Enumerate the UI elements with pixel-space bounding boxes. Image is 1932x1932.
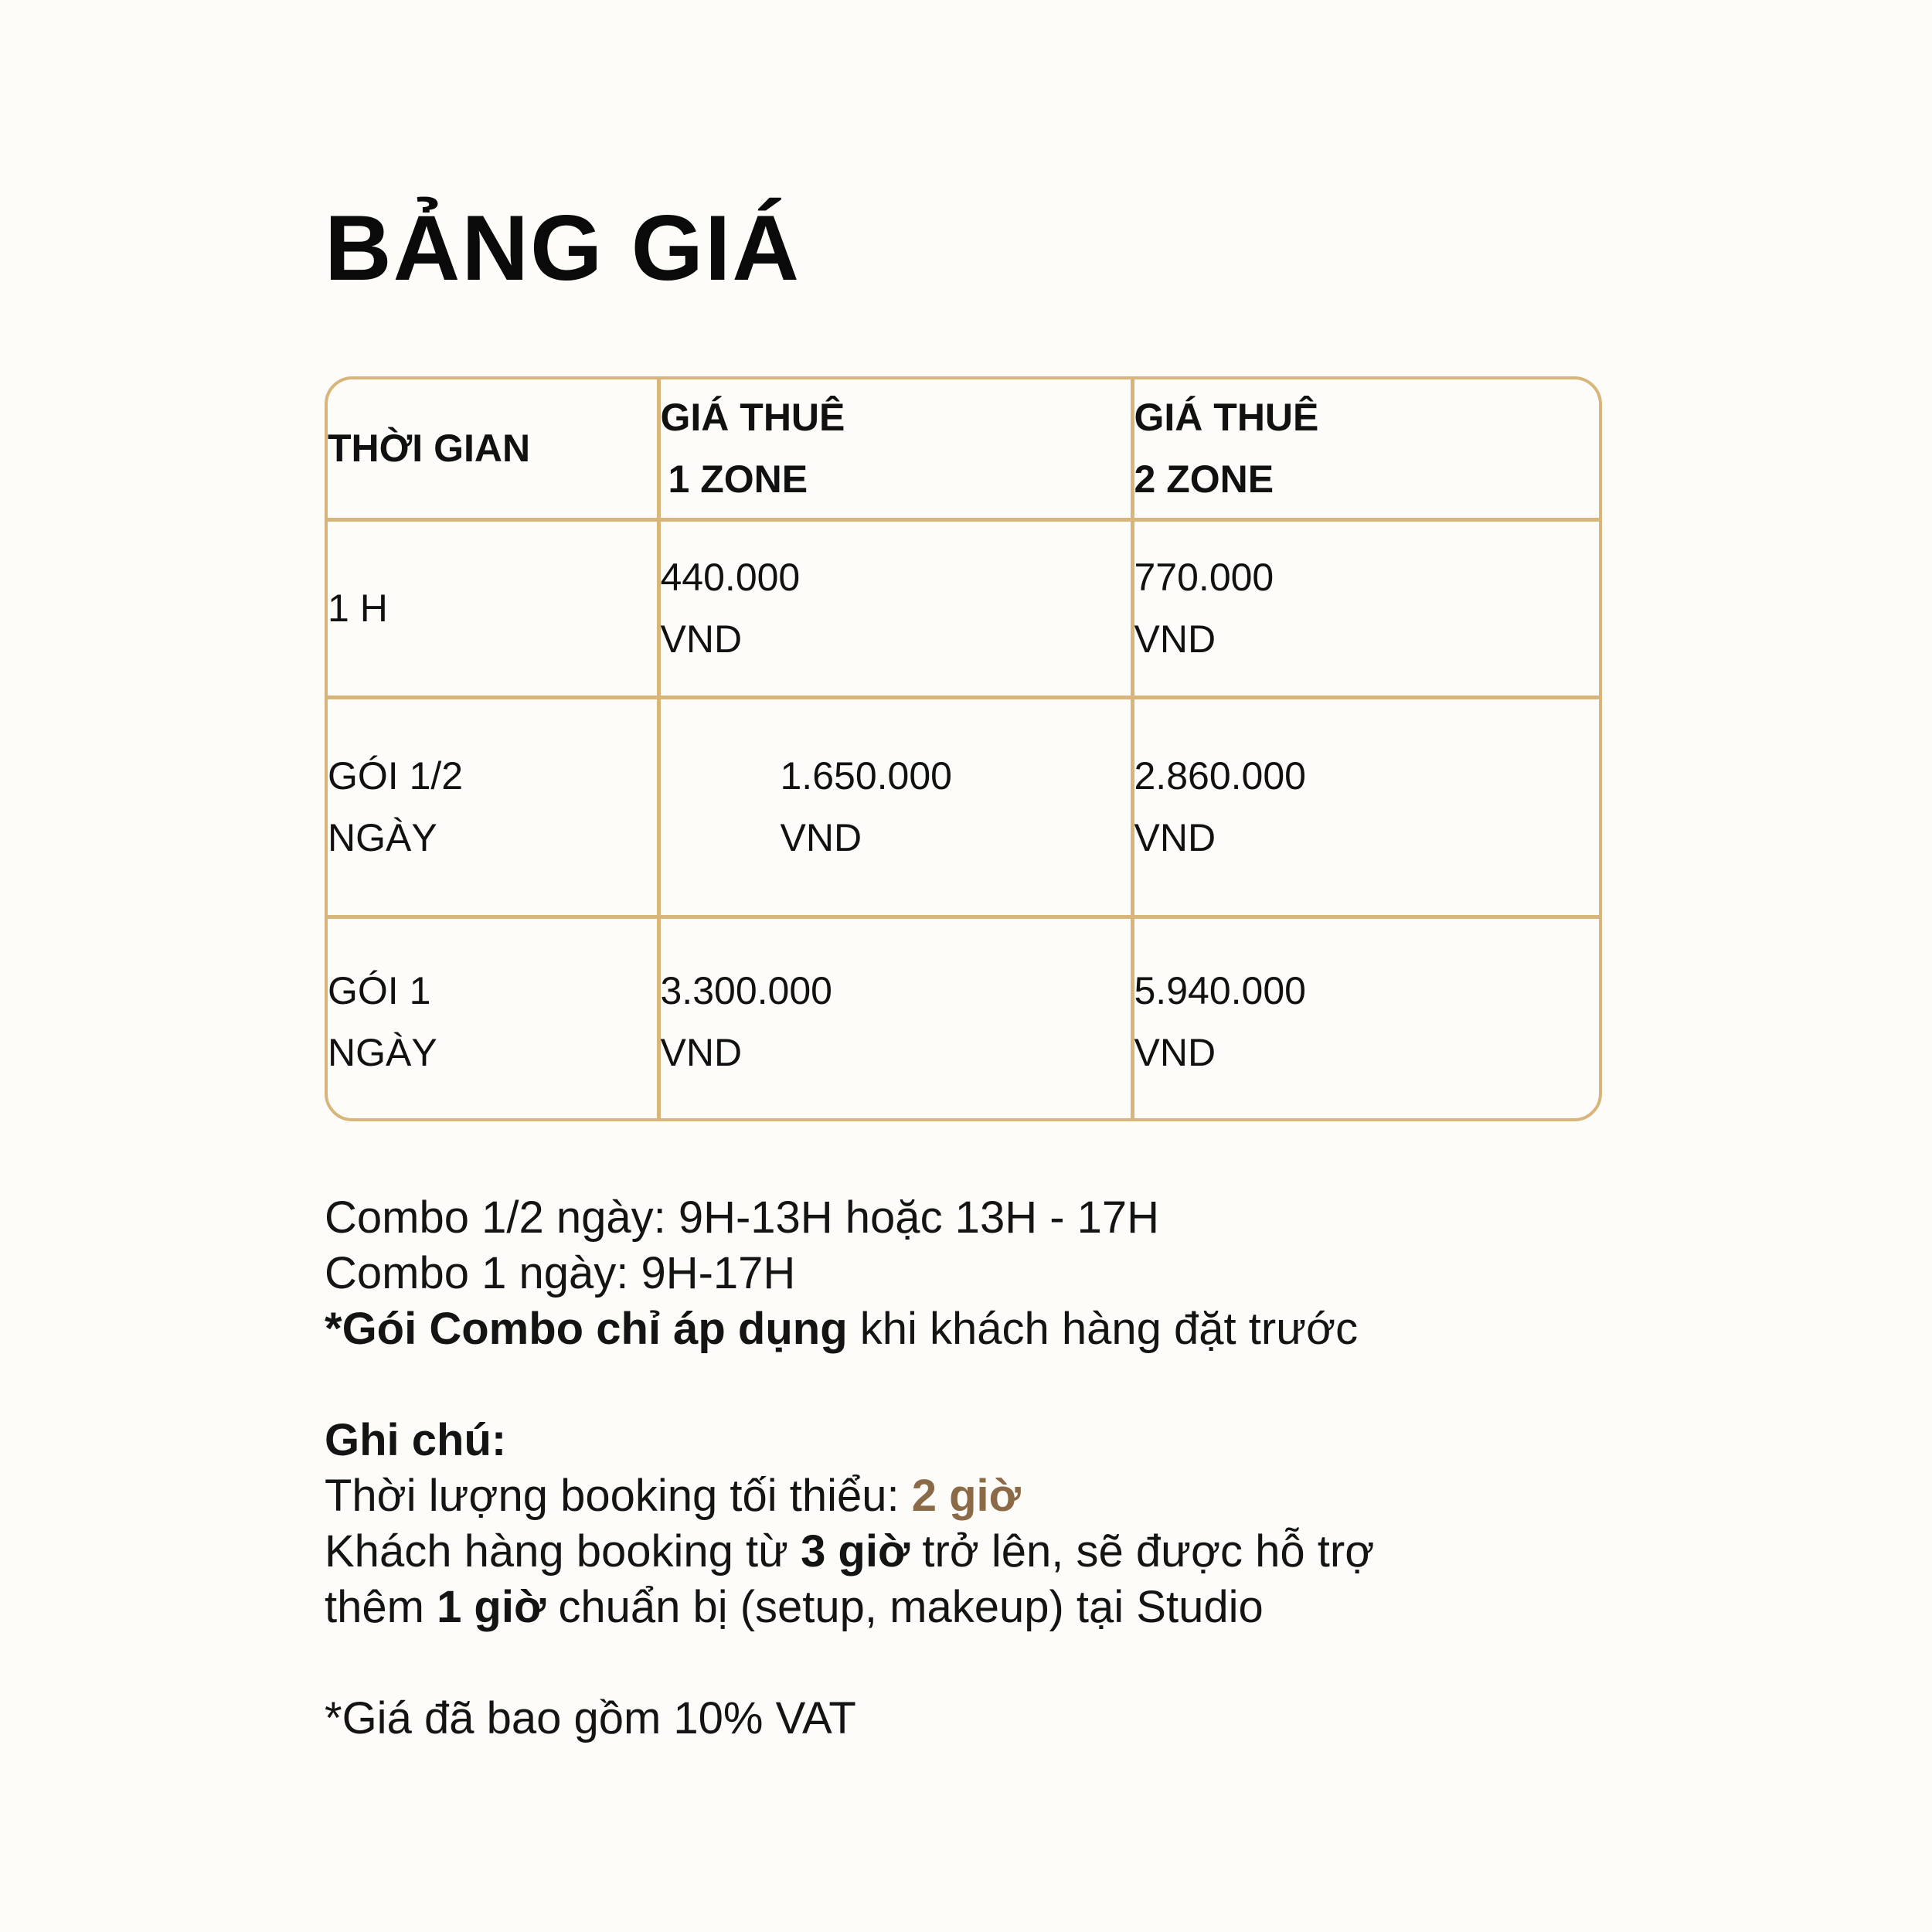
zone1-currency: VND [780, 816, 862, 859]
bonus-note-line2 [325, 1580, 1638, 1635]
bonus-note-line1 [325, 1524, 1638, 1580]
header-time-label: THỜI GIAN [328, 427, 531, 471]
bonus-line2-prefix: thêm [325, 1582, 437, 1632]
combo-condition [325, 1301, 1638, 1357]
time-label-line1: GÓI 1/2 [328, 754, 464, 798]
bonus-extra: 1 giờ [437, 1582, 546, 1632]
page-title: BẢNG GIÁ [325, 196, 801, 300]
bonus-mid: trở lên, sẽ được hỗ trợ [910, 1526, 1375, 1577]
combo-condition-rest: khi khách hàng đặt trước [847, 1304, 1359, 1354]
combo-condition-bold: *Gói Combo chỉ áp dụng [325, 1304, 848, 1354]
zone1-amount: 1.650.000 [780, 754, 952, 798]
cell-zone1-price [658, 519, 1132, 697]
price-table-container [325, 376, 1602, 1121]
zone2-amount: 5.940.000 [1134, 968, 1306, 1012]
cell-zone2-price [1132, 917, 1599, 1121]
notes-section [325, 1190, 1638, 1747]
header-zone1 [658, 379, 1132, 519]
header-zone2-line2: 2 ZONE [1134, 457, 1274, 502]
bonus-line2-rest: chuẩn bị (setup, makeup) tại Studio [546, 1582, 1264, 1632]
header-zone1-line2: 1 ZONE [668, 457, 808, 502]
zone1-currency: VND [660, 1030, 743, 1074]
time-label-line2: NGÀY [328, 1030, 437, 1074]
min-booking-note [325, 1468, 1638, 1524]
min-booking-prefix: Thời lượng booking tối thiểu: [325, 1471, 912, 1521]
bonus-prefix: Khách hàng booking từ [325, 1526, 801, 1577]
zone2-currency: VND [1134, 816, 1216, 859]
header-zone1-line1: GIÁ THUÊ [660, 396, 845, 440]
table-row [328, 697, 1599, 917]
table-row [328, 519, 1599, 697]
table-row [328, 917, 1599, 1121]
cell-zone1-price [658, 697, 1132, 917]
zone1-currency: VND [660, 617, 743, 661]
notes-heading: Ghi chú: [325, 1415, 507, 1465]
min-booking-value: 2 giờ [911, 1471, 1021, 1521]
spacer [325, 1357, 1638, 1413]
cell-time [328, 519, 658, 697]
cell-zone1-price [658, 917, 1132, 1121]
zone2-amount: 770.000 [1134, 556, 1274, 599]
cell-time [328, 697, 658, 917]
header-zone2 [1132, 379, 1599, 519]
time-label-line2: NGÀY [328, 816, 437, 859]
zone2-currency: VND [1134, 617, 1216, 661]
time-label: 1 H [328, 587, 388, 630]
spacer [325, 1635, 1638, 1691]
table-header-row [328, 379, 1599, 519]
cell-zone2-price [1132, 697, 1599, 917]
combo-half-day: Combo 1/2 ngày: 9H-13H hoặc 13H - 17H [325, 1192, 1160, 1243]
cell-time [328, 917, 658, 1121]
zone1-amount: 440.000 [660, 556, 801, 599]
header-time [328, 379, 658, 519]
zone2-currency: VND [1134, 1030, 1216, 1074]
price-table [328, 379, 1599, 1121]
time-label-line1: GÓI 1 [328, 968, 431, 1012]
zone2-amount: 2.860.000 [1134, 754, 1306, 798]
zone1-amount: 3.300.000 [660, 968, 832, 1012]
header-zone2-line1: GIÁ THUÊ [1134, 396, 1319, 440]
combo-full-day: Combo 1 ngày: 9H-17H [325, 1248, 796, 1298]
cell-zone2-price [1132, 519, 1599, 697]
bonus-hours: 3 giờ [801, 1526, 910, 1577]
vat-note: *Giá đã bao gồm 10% VAT [325, 1693, 856, 1743]
